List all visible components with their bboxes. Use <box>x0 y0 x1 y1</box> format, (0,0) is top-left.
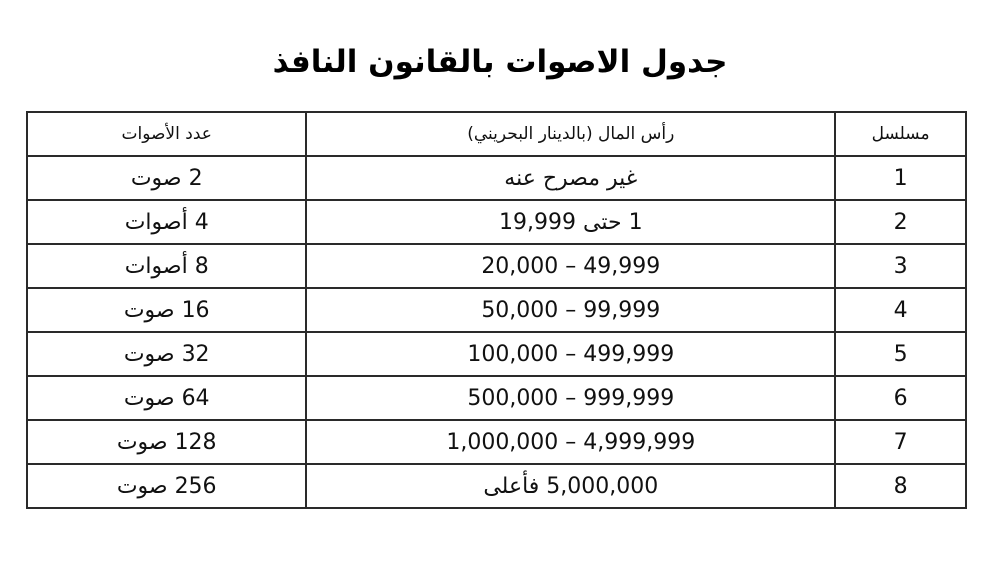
cell-capital: 20,000 – 49,999 <box>306 244 835 288</box>
cell-capital: 1 حتى 19,999 <box>306 200 835 244</box>
table-row <box>27 332 966 376</box>
cell-votes: 2 صوت <box>27 156 306 200</box>
table-row <box>27 420 966 464</box>
cell-votes: 256 صوت <box>27 464 306 508</box>
cell-serial: 4 <box>835 288 966 332</box>
cell-serial: 7 <box>835 420 966 464</box>
cell-serial: 6 <box>835 376 966 420</box>
document-title: جدول الاصوات بالقانون النافذ <box>272 44 728 80</box>
table-row <box>27 288 966 332</box>
cell-votes: 4 أصوات <box>27 200 306 244</box>
header-capital: رأس المال (بالدينار البحريني) <box>306 112 835 156</box>
cell-serial: 5 <box>835 332 966 376</box>
table-row <box>27 376 966 420</box>
cell-votes: 128 صوت <box>27 420 306 464</box>
table-row <box>27 464 966 508</box>
cell-votes: 8 أصوات <box>27 244 306 288</box>
table-row <box>27 244 966 288</box>
cell-serial: 3 <box>835 244 966 288</box>
cell-capital: 500,000 – 999,999 <box>306 376 835 420</box>
cell-votes: 16 صوت <box>27 288 306 332</box>
table-row <box>27 200 966 244</box>
header-serial: مسلسل <box>835 112 966 156</box>
cell-serial: 1 <box>835 156 966 200</box>
cell-capital: غير مصرح عنه <box>306 156 835 200</box>
header-votes: عدد الأصوات <box>27 112 306 156</box>
votes-table <box>26 111 967 509</box>
cell-capital: 50,000 – 99,999 <box>306 288 835 332</box>
cell-capital: 1,000,000 – 4,999,999 <box>306 420 835 464</box>
table-row <box>27 156 966 200</box>
cell-serial: 2 <box>835 200 966 244</box>
cell-votes: 64 صوت <box>27 376 306 420</box>
cell-votes: 32 صوت <box>27 332 306 376</box>
table-header-row <box>27 112 966 156</box>
cell-capital: 5,000,000 فأعلى <box>306 464 835 508</box>
cell-capital: 100,000 – 499,999 <box>306 332 835 376</box>
cell-serial: 8 <box>835 464 966 508</box>
